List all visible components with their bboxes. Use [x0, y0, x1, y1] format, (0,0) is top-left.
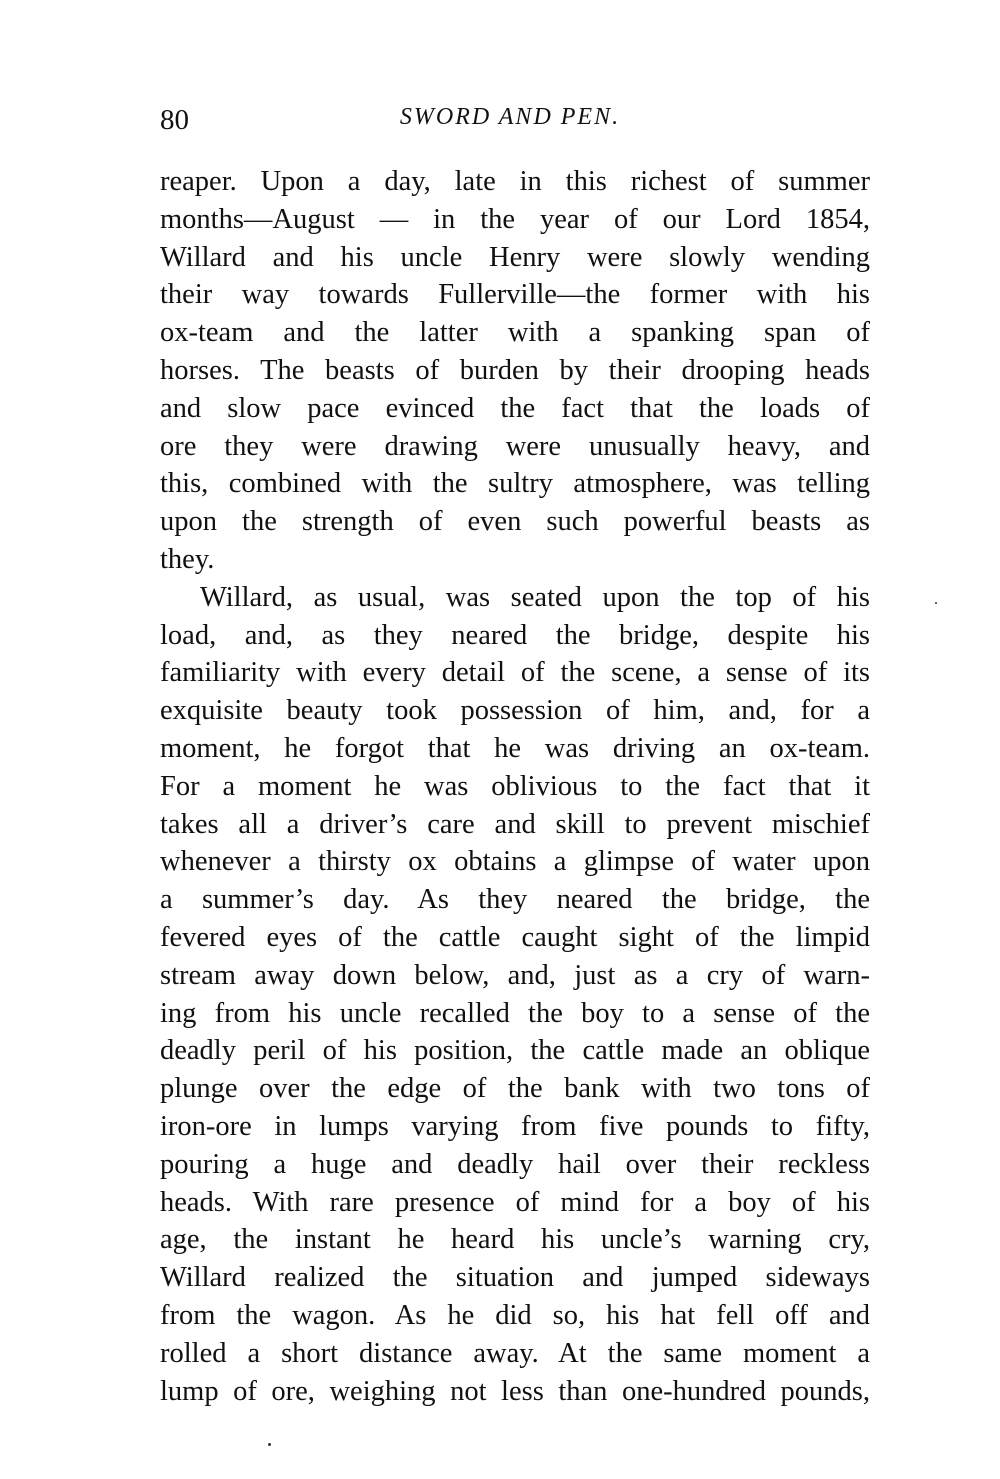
text-line: age, the instant he heard his uncle’s warning cry, [160, 1224, 870, 1256]
text-line: this, combined with the sultry atmosphere, was telling [160, 468, 870, 500]
text-line: pouring a huge and deadly hail over their reckless [160, 1148, 870, 1180]
text-line: their way towards Fullerville—the former with his [160, 279, 870, 311]
text-line: months—August — in the year of our Lord 1854, [160, 203, 870, 235]
page-number: 80 [160, 104, 189, 136]
text-line: iron-ore in lumps varying from five pounds to fifty, [160, 1110, 870, 1142]
text-line: ore they were drawing were unusually heavy, and [160, 430, 870, 462]
text-line: moment, he forgot that he was driving an ox-team. [160, 732, 870, 764]
text-line: Willard realized the situation and jumped sideways [160, 1262, 870, 1294]
text-line: plunge over the edge of the bank with two tons of [160, 1073, 870, 1105]
text-line: whenever a thirsty ox obtains a glimpse of water upon [160, 846, 870, 878]
text-line: heads. With rare presence of mind for a boy of his [160, 1186, 870, 1218]
scan-speck [268, 1443, 271, 1446]
text-line: takes all a driver’s care and skill to prevent mischief [160, 808, 870, 840]
text-line: horses. The beasts of burden by their drooping heads [160, 354, 870, 386]
text-line: exquisite beauty took possession of him, and, for a [160, 695, 870, 727]
scan-speck [935, 602, 937, 604]
body-text [160, 163, 870, 1410]
text-line: stream away down below, and, just as a cry of warn- [160, 959, 870, 991]
text-line: ox-team and the latter with a spanking span of [160, 317, 870, 349]
text-line: deadly peril of his position, the cattle made an oblique [160, 1035, 870, 1067]
text-line: lump of ore, weighing not less than one-hundred pounds, [160, 1375, 870, 1407]
text-line: ing from his uncle recalled the boy to a sense of the [160, 997, 870, 1029]
text-line: For a moment he was oblivious to the fact that it [160, 770, 870, 802]
text-line: reaper. Upon a day, late in this richest of summer [160, 166, 870, 197]
text-line: familiarity with every detail of the scene, a sense of its [160, 657, 870, 689]
text-line: they. [160, 543, 215, 575]
text-line: upon the strength of even such powerful beasts as [160, 506, 870, 538]
text-line: Willard and his uncle Henry were slowly wending [160, 241, 870, 273]
text-line: load, and, as they neared the bridge, despite his [160, 619, 870, 651]
text-line: from the wagon. As he did so, his hat fell off and [160, 1299, 870, 1331]
text-line: rolled a short distance away. At the same moment a [160, 1337, 870, 1369]
text-line: and slow pace evinced the fact that the loads of [160, 392, 870, 424]
text-line: fevered eyes of the cattle caught sight of the limpid [160, 921, 870, 953]
running-head: SWORD AND PEN. [399, 104, 621, 130]
text-line: a summer’s day. As they neared the bridge, the [160, 884, 870, 916]
text-line: Willard, as usual, was seated upon the top of his [200, 581, 870, 613]
